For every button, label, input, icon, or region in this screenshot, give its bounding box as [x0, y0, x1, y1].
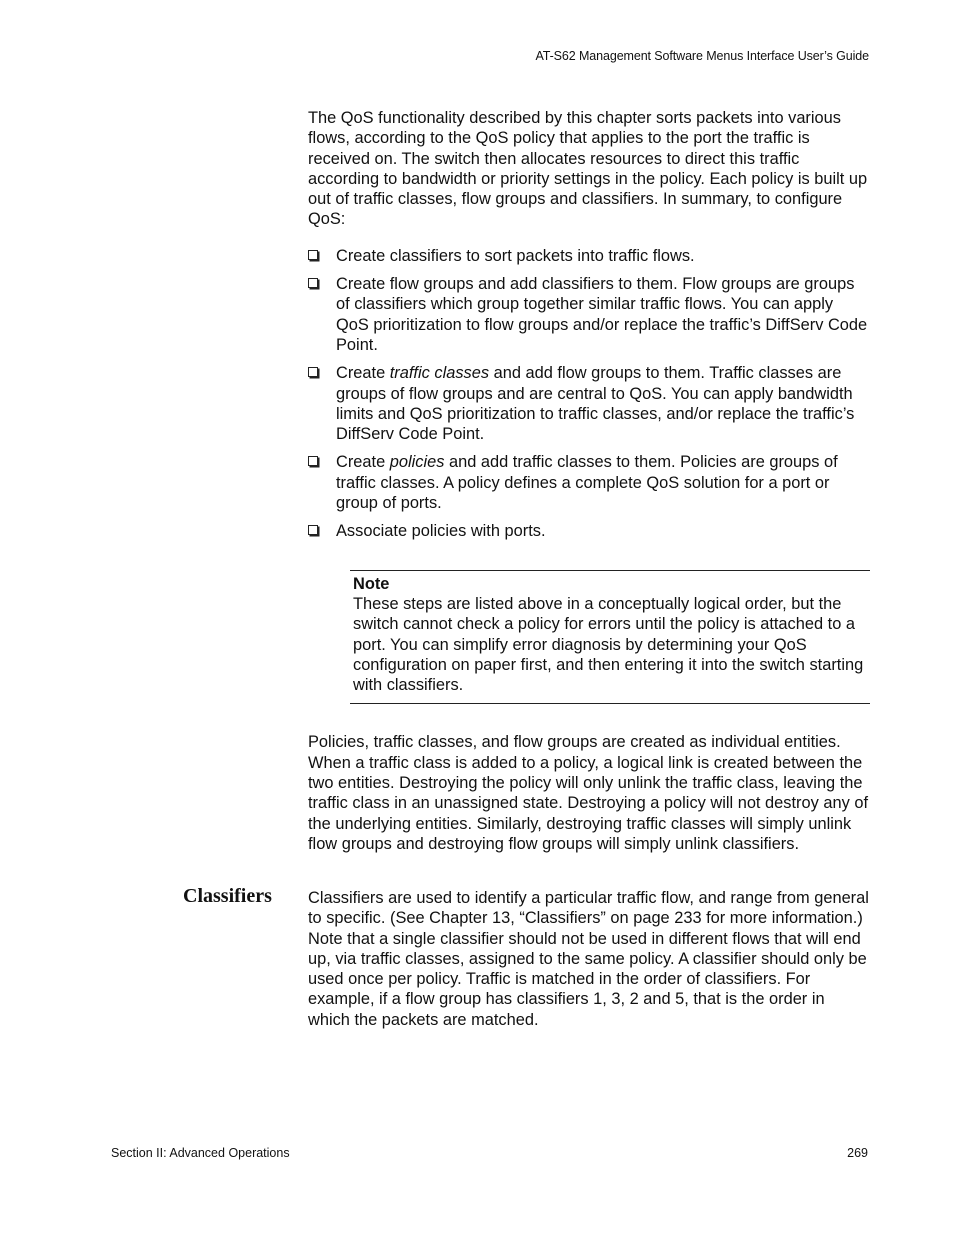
note-box [350, 570, 870, 705]
checkbox-bullet-icon [308, 456, 318, 466]
note-body: These steps are listed above in a conceptually logical order, but the switch cannot check a policy for errors until the policy is attached to a port. You can simplify error diagnosis by determining your QoS configuration on paper first, and then entering it into the switch starting with classifiers. [353, 594, 864, 695]
list-item [308, 452, 870, 513]
list-item-text: Create flow groups and add classifiers to them. Flow groups are groups of classifiers which group together similar traffic flows. You can apply QoS prioritization to flow groups and/or replace the traffic’s DiffServ Code Point. [336, 275, 868, 354]
intro-paragraph: The QoS functionality described by this chapter sorts packets into various flows, according to the QoS policy that applies to the port the traffic is received on. The switch then allocates resources to direct this traffic according to bandwidth or priority settings in the policy. Each policy is built up out of traffic classes, flow groups and classifiers. In summary, to configure QoS: [308, 109, 868, 229]
list-item-text-pre: Create [336, 364, 390, 383]
note-title: Note [353, 574, 390, 593]
footer-section: Section II: Advanced Operations [111, 1146, 290, 1160]
checkbox-bullet-icon [308, 525, 318, 535]
list-item [308, 521, 870, 541]
main-content [308, 108, 870, 854]
entities-paragraph: Policies, traffic classes, and flow groups are created as individual entities. When a traffic class is added to a policy, a logical link is created between the two entities. Destroying the policy will only unlink the traffic class, leaving the traffic class in an unassigned state. Destroying a policy will not destroy any of the underlying entities. Similarly, destroying traffic classes will simply unlink flow groups and destroying flow groups will simply unlink classifiers. [308, 733, 868, 853]
list-item-text-post: and add traffic classes to them. Policies are groups of traffic classes. A policy defines a complete QoS solution for a port or group of ports. [336, 453, 838, 513]
list-item-emphasis: traffic classes [389, 364, 490, 383]
list-item [308, 363, 870, 444]
running-header: AT-S62 Management Software Menus Interface User’s Guide [535, 49, 869, 63]
checkbox-bullet-icon [308, 367, 318, 377]
classifiers-paragraph: Classifiers are used to identify a particular traffic flow, and range from general to specific. (See Chapter 13, “Classifiers” on page 233 for more information.) Note that a single classifier should not be used in different flows that will end up, via traffic classes, assigned to the same policy. A classifier should only be used once per policy. Traffic is matched in the order of classifiers. For example, if a flow group has classifiers 1, 3, 2 and 5, that is the order in which the packets are matched. [308, 889, 869, 1029]
list-item-emphasis: policies [389, 453, 445, 472]
checkbox-bullet-icon [308, 250, 318, 260]
page-number: 269 [847, 1146, 868, 1160]
steps-list [308, 246, 870, 542]
checkbox-bullet-icon [308, 278, 318, 288]
section-heading-classifiers: Classifiers [183, 885, 272, 907]
list-item-text: Associate policies with ports. [336, 522, 546, 541]
list-item-text-post: and add flow groups to them. Traffic classes are groups of flow groups and are central to QoS. You can apply bandwidth limits and QoS prioritization to traffic classes, and/or replace the traffic’s DiffServ Code Point. [336, 364, 855, 444]
list-item [308, 246, 870, 266]
list-item-text-pre: Create [336, 453, 390, 472]
list-item [308, 274, 870, 355]
list-item-text: Create classifiers to sort packets into traffic flows. [336, 246, 695, 265]
